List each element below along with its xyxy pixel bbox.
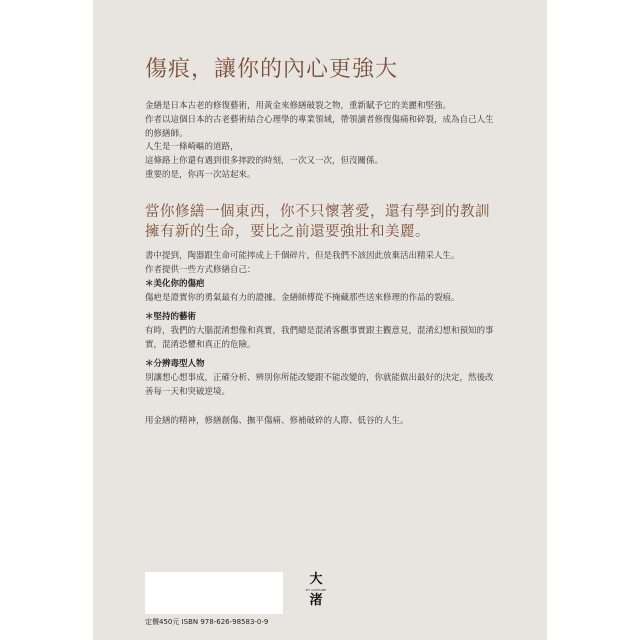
- headline-line: 當你修繕一個東西，你不只懷著愛，還有學到的教訓: [145, 204, 490, 220]
- section-toxic-people: [145, 357, 505, 399]
- main-title: 傷痕，讓你的內心更強大: [145, 57, 399, 82]
- text-line: 金繕是日本古老的修復藝術，用黃金來修繕破裂之物，重新賦予它的美麗和堅強。: [145, 101, 452, 111]
- barcode-area: [145, 572, 283, 614]
- logo-bottom-char: 渚: [309, 593, 323, 608]
- headline-line: 擁有新的生命，要比之前還要強壯和美麗。: [145, 224, 430, 240]
- closing-line: 用金繕的精神，修繕創傷、撫平傷痛、修補破碎的人際、低谷的人生。: [145, 416, 409, 426]
- section-scars: [145, 277, 505, 305]
- logo-subtitle: DT CULTURE: [305, 588, 327, 592]
- intro-paragraph: [145, 99, 495, 141]
- logo-top-char: 大: [309, 572, 323, 587]
- text-line: 傷疤是證實你的勇氣最有力的證據。金繕師傅從不掩藏那些送來修理的作品的裂痕。: [145, 293, 460, 303]
- section-heading: ＊美化你的傷疤: [145, 279, 205, 289]
- section-heading: ＊堅持的藝術: [145, 312, 197, 322]
- section-heading: ＊分辨毒型人物: [145, 359, 205, 369]
- text-line: 重要的是，你再一次站起來。: [145, 170, 256, 180]
- text-line: 作者以這個日本的古老藝術結合心理學的專業領域，帶領讀者修復傷痛和碎裂，成為自己人生: [145, 115, 494, 125]
- section-persistence: [145, 310, 505, 352]
- text-line: 實，混淆恐懼和真正的危險。: [145, 340, 256, 350]
- text-line: 人生是一條崎嶇的道路，: [145, 142, 239, 152]
- price-isbn: 定價450元 ISBN 978-626-98583-0-9: [145, 618, 269, 626]
- text-line: 善每一天和突破逆境。: [145, 387, 231, 397]
- publisher-logo: [304, 572, 328, 608]
- road-paragraph: [145, 140, 495, 182]
- text-line: 別讓想心想事成，正確分析、辨別你所能改變跟不能改變的，你就能做出最好的決定，然後改: [145, 373, 494, 383]
- text-line: 書中提到，陶器跟生命可能摔成上千個碎片，但是我們不該因此放棄活出精采人生。: [145, 251, 460, 261]
- book-intro-paragraph: [145, 249, 495, 277]
- headline-quote: [145, 202, 490, 242]
- text-line: 的修繕師。: [145, 129, 188, 139]
- text-line: 有時，我們的大腦混淆想像和真實，我們總是混淆客觀事實跟主觀意見，混淆幻想和預知的事: [145, 326, 494, 336]
- text-line: 作者提供一些方式修繕自己：: [145, 265, 256, 275]
- text-line: 這條路上你還有遇到很多摔跤的時刻，一次又一次，但沒關係。: [145, 156, 384, 166]
